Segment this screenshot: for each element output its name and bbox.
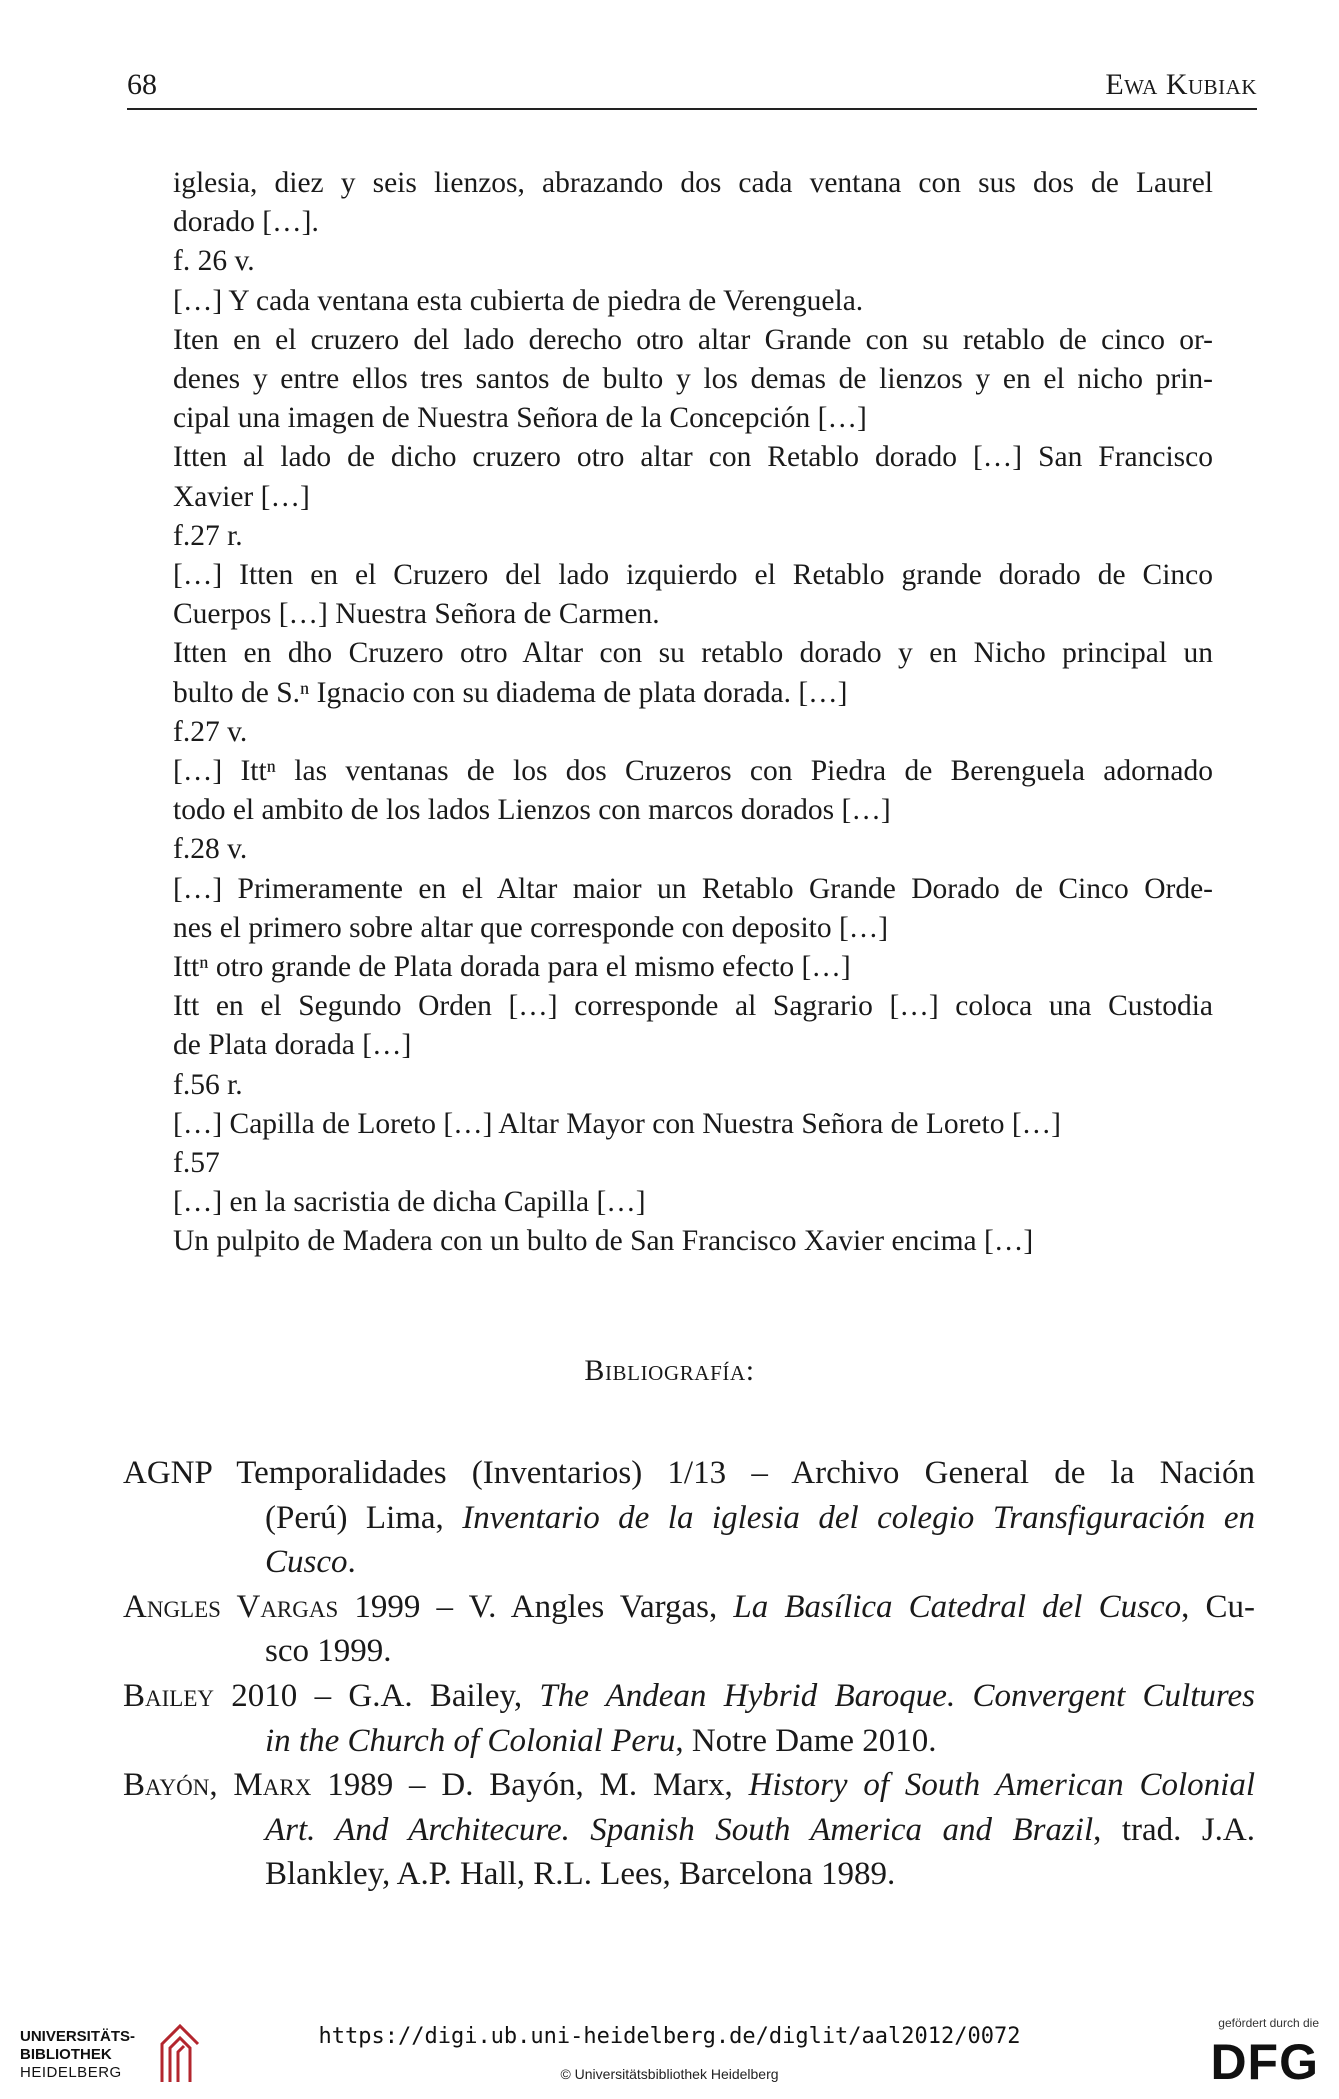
bibliography-line — [123, 1496, 1255, 1541]
citation-text: . — [347, 1544, 356, 1581]
quote-line: iglesia, diez y seis lienzos, abrazando dos cada ventana con sus dos de Laurel — [173, 167, 1213, 199]
quote-line: f.28 v. — [173, 833, 248, 866]
citation-text: 1989 – D. Bayón, M. Marx, — [311, 1767, 749, 1804]
bibliography-line — [123, 1451, 1255, 1496]
dfg-logo: DFG — [1210, 2034, 1319, 2090]
library-name-line2: BIBLIOTHEK — [20, 2046, 112, 2063]
citation-text: 2010 – G.A. Bailey, — [214, 1677, 540, 1714]
quote-line: Un pulpito de Madera con un bulto de San Francisco Xavier encima […] — [173, 1225, 1034, 1258]
page-header — [127, 68, 1257, 112]
bibliography-line — [123, 1852, 1255, 1897]
bibliography-line — [123, 1763, 1255, 1808]
quote-line: Iten en el cruzero del lado derecho otro altar Grande con su retablo de cinco or- — [173, 323, 1213, 356]
library-name-line1: UNIVERSITÄTS- — [20, 2028, 136, 2045]
funding-note: gefördert durch die — [1218, 2016, 1319, 2030]
italic-title: in the Church of Colonial Peru — [265, 1722, 676, 1759]
quote-line: […] Itten en el Cruzero del lado izquierdo el Retablo grande dorado de Cinco — [173, 559, 1213, 592]
bibliography-line — [123, 1674, 1255, 1719]
permalink-url[interactable]: https://digi.ub.uni-heidelberg.de/diglit/aal2012/0072 — [318, 2024, 1021, 2049]
author-key: Bayón, Marx — [123, 1767, 312, 1804]
bibliography-line — [123, 1540, 1255, 1585]
running-head-author: Ewa Kubiak — [1105, 68, 1257, 101]
quote-line: nes el primero sobre altar que corresponde con deposito […] — [173, 911, 889, 944]
inventory-quotation — [173, 164, 1213, 1262]
digitization-footer — [0, 2006, 1339, 2099]
quote-line: denes y entre ellos tres santos de bulto y los demas de lienzos y en el nicho prin- — [173, 363, 1213, 396]
quote-line: f.27 v. — [173, 715, 248, 748]
citation-text: Blankley, A.P. Hall, R.L. Lees, Barcelona 1989. — [265, 1856, 896, 1893]
page-number: 68 — [127, 68, 157, 101]
citation-text: , trad. J.A. — [1093, 1811, 1255, 1848]
copyright-notice: © Universitätsbibliothek Heidelberg — [560, 2066, 779, 2082]
bibliography-line — [123, 1629, 1255, 1674]
quote-line: Cuerpos […] Nuestra Señora de Carmen. — [173, 598, 660, 631]
quote-line: f.27 r. — [173, 519, 243, 552]
author-key: Angles Vargas — [123, 1588, 339, 1625]
quote-line: […] Capilla de Loreto […] Altar Mayor con Nuestra Señora de Loreto […] — [173, 1107, 1061, 1140]
quote-line: dorado […]. — [173, 206, 319, 239]
italic-title: Cusco — [265, 1544, 348, 1581]
bibliography-line — [123, 1585, 1255, 1630]
citation-text: sco 1999. — [265, 1633, 392, 1670]
quote-line: Itt en el Segundo Orden […] corresponde al Sagrario […] coloca una Custodia — [173, 990, 1213, 1023]
bibliography-list — [123, 1451, 1255, 1897]
quote-line: de Plata dorada […] — [173, 1029, 412, 1062]
bibliography-entry — [123, 1763, 1255, 1897]
quote-line: f.57 — [173, 1147, 220, 1180]
citation-text: (Perú) Lima, — [265, 1499, 463, 1536]
bibliography-entry — [123, 1585, 1255, 1674]
quote-line: Ittⁿ otro grande de Plata dorada para el mismo efecto […] — [173, 951, 851, 984]
italic-title: The Andean Hybrid Baroque. Convergent Cultures — [539, 1677, 1255, 1714]
quote-line: Itten al lado de dicho cruzero otro altar con Retablo dorado […] San Francisco — [173, 441, 1213, 474]
bibliography-line — [123, 1808, 1255, 1853]
quote-line: f.56 r. — [173, 1068, 243, 1101]
quote-line: […] en la sacristia de dicha Capilla […] — [173, 1186, 646, 1219]
citation-text: , Cu- — [1181, 1588, 1255, 1625]
bibliography-entry — [123, 1674, 1255, 1763]
quote-line: todo el ambito de los lados Lienzos con marcos dorados […] — [173, 794, 891, 827]
quote-line: f. 26 v. — [173, 245, 255, 278]
quote-line: cipal una imagen de Nuestra Señora de la Concepción […] — [173, 402, 867, 435]
citation-text: 1999 – V. Angles Vargas, — [338, 1588, 734, 1625]
header-rule — [127, 108, 1257, 110]
quote-line: bulto de S.ⁿ Ignacio con su diadema de plata dorada. […] — [173, 676, 848, 709]
italic-title: Art. And Architecure. Spanish South America and Brazil — [265, 1811, 1094, 1848]
citation-text: AGNP Temporalidades (Inventarios) 1/13 – Archivo General de la Nación — [123, 1455, 1255, 1491]
author-key: Bailey — [123, 1677, 214, 1714]
quote-line: Xavier […] — [173, 480, 310, 513]
italic-title: La Basílica Catedral del Cusco — [733, 1588, 1182, 1625]
bibliography-heading: Bibliografía: — [584, 1354, 755, 1387]
bibliography-line — [123, 1719, 1255, 1764]
italic-title: History of South American Colonial — [748, 1767, 1255, 1804]
italic-title: Inventario de la iglesia del colegio Transfiguración en — [462, 1499, 1256, 1536]
citation-text: , Notre Dame 2010. — [675, 1722, 937, 1759]
quote-line: […] Y cada ventana esta cubierta de piedra de Verenguela. — [173, 284, 864, 317]
quote-line: […] Ittⁿ las ventanas de los dos Cruzeros con Piedra de Berenguela adornado — [173, 755, 1213, 788]
quote-line: Itten en dho Cruzero otro Altar con su retablo dorado y en Nicho principal un — [173, 637, 1213, 670]
quote-line: […] Primeramente en el Altar maior un Retablo Grande Dorado de Cinco Orde- — [173, 872, 1213, 905]
bibliography-entry — [123, 1451, 1255, 1585]
funder-block[interactable] — [1199, 2016, 1319, 2092]
library-name-line3: HEIDELBERG — [20, 2064, 122, 2081]
